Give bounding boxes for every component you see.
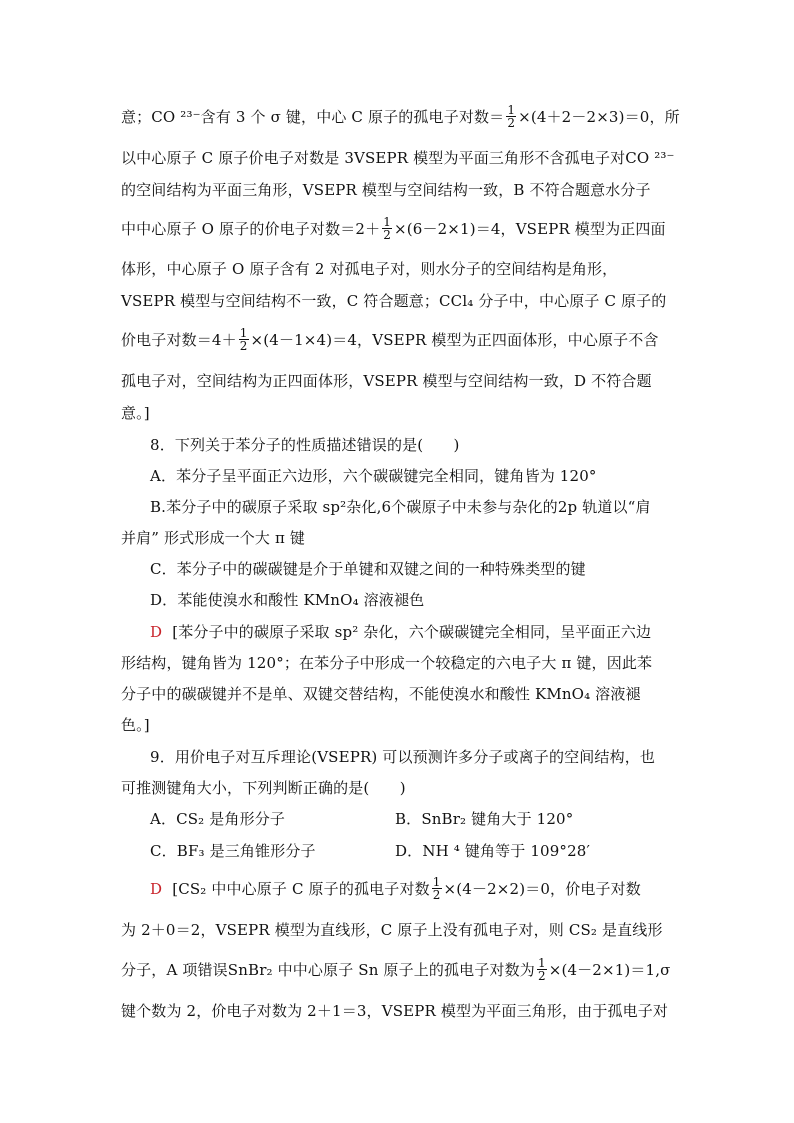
text-segment: 价电子对数＝4＋ xyxy=(121,331,237,349)
fraction-denominator: 2 xyxy=(507,115,516,130)
question-8-explanation xyxy=(150,617,681,647)
text-line: 体形，中心原子 O 原子含有 2 对孤电子对，则水分子的空间结构是角形， xyxy=(121,260,618,278)
fraction-numerator: 1 xyxy=(239,325,248,340)
text-segment: [苯分子中的碳原子采取 sp² 杂化，六个碳碳键完全相同，呈平面正六边 xyxy=(172,623,652,641)
text-segment: ×(4－2×2)＝0，价电子对数 xyxy=(443,880,641,898)
fraction-numerator: 1 xyxy=(432,874,441,889)
question-9-explanation xyxy=(150,874,681,904)
text-segment: 意；CO ²³⁻含有 3 个 σ 键，中心 C 原子的孤电子对数＝ xyxy=(121,108,505,126)
text-line: 为 2＋0＝2，VSEPR 模型为直线形，C 原子上没有孤电子对，则 CS₂ 是直线形 xyxy=(121,921,663,939)
fraction-denominator: 2 xyxy=(383,227,392,242)
text-line: 意。] xyxy=(121,404,150,422)
question-8-option-b: B.苯分子中的碳原子采取 sp²杂化,6个碳原子中未参与杂化的2p 轨道以“肩 xyxy=(150,498,651,516)
question-9-option-d: D．NH ⁴ 键角等于 109°28′ xyxy=(395,842,591,860)
text-line: 的空间结构为平面三角形，VSEPR 模型与空间结构一致，B 不符合题意水分子 xyxy=(121,181,651,199)
text-line xyxy=(121,214,681,244)
question-9-options-row-2 xyxy=(0,836,794,866)
question-9-option-c: C．BF₃ 是三角锥形分子 xyxy=(150,842,316,860)
question-8-option-d: D．苯能使溴水和酸性 KMnO₄ 溶液褪色 xyxy=(150,591,425,609)
fraction-denominator: 2 xyxy=(239,338,248,353)
fraction-numerator: 1 xyxy=(507,102,516,117)
question-9-stem-cont: 可推测键角大小，下列判断正确的是( ) xyxy=(121,779,406,797)
fraction-one-half xyxy=(432,876,442,901)
text-line: 分子中的碳碳键并不是单、双键交替结构，不能使溴水和酸性 KMnO₄ 溶液褪 xyxy=(121,685,641,703)
question-9-stem: 9．用价电子对互斥理论(VSEPR) 可以预测许多分子或离子的空间结构，也 xyxy=(150,748,656,766)
text-line: 孤电子对，空间结构为正四面体形，VSEPR 模型与空间结构一致，D 不符合题 xyxy=(121,372,652,390)
text-line xyxy=(121,325,681,355)
fraction-denominator: 2 xyxy=(432,887,441,902)
text-line: 色。] xyxy=(121,716,150,734)
text-line: 形结构，键角皆为 120°；在苯分子中形成一个较稳定的六电子大 π 键，因此苯 xyxy=(121,654,653,672)
fraction-denominator: 2 xyxy=(537,968,546,983)
question-8-option-c: C．苯分子中的碳碳键是介于单键和双键之间的一种特殊类型的键 xyxy=(150,560,586,578)
answer-letter: D xyxy=(150,623,163,641)
answer-letter: D xyxy=(150,880,163,898)
fraction-one-half xyxy=(382,216,392,241)
text-segment: 中中心原子 O 原子的价电子对数＝2＋ xyxy=(121,220,381,238)
text-line xyxy=(121,955,681,985)
question-9-options-row-1 xyxy=(0,804,794,834)
question-9-option-a: A．CS₂ 是角形分子 xyxy=(150,810,286,828)
question-8-option-a: A．苯分子呈平面正六边形，六个碳碳键完全相同，键角皆为 120° xyxy=(150,467,597,485)
fraction-numerator: 1 xyxy=(383,214,392,229)
text-line: 以中心原子 C 原子价电子对数是 3VSEPR 模型为平面三角形不含孤电子对CO ²³⁻ xyxy=(121,149,675,167)
question-9-option-b: B．SnBr₂ 键角大于 120° xyxy=(395,810,574,828)
text-segment: [CS₂ 中中心原子 C 原子的孤电子对数 xyxy=(172,880,430,898)
fraction-numerator: 1 xyxy=(537,955,546,970)
question-8-stem: 8．下列关于苯分子的性质描述错误的是( ) xyxy=(150,436,460,454)
text-segment: 分子，A 项错误SnBr₂ 中中心原子 Sn 原子上的孤电子对数为 xyxy=(121,961,535,979)
text-line: VSEPR 模型与空间结构不一致，C 符合题意；CCl₄ 分子中，中心原子 C 原子的 xyxy=(121,292,667,310)
fraction-one-half xyxy=(537,957,547,982)
fraction-one-half xyxy=(239,327,249,352)
fraction-one-half xyxy=(506,104,516,129)
text-segment: ×(4－2×1)＝1,σ xyxy=(548,961,671,979)
question-8-option-b-cont: 并肩” 形式形成一个大 π 键 xyxy=(121,529,306,547)
text-segment: ×(4＋2－2×3)＝0，所 xyxy=(518,108,680,126)
text-line xyxy=(121,102,681,132)
text-segment: ×(6－2×1)＝4，VSEPR 模型为正四面 xyxy=(394,220,666,238)
text-segment: ×(4－1×4)＝4，VSEPR 模型为正四面体形，中心原子不含 xyxy=(250,331,659,349)
text-line: 键个数为 2，价电子对数为 2＋1＝3，VSEPR 模型为平面三角形，由于孤电子对 xyxy=(121,1002,669,1020)
